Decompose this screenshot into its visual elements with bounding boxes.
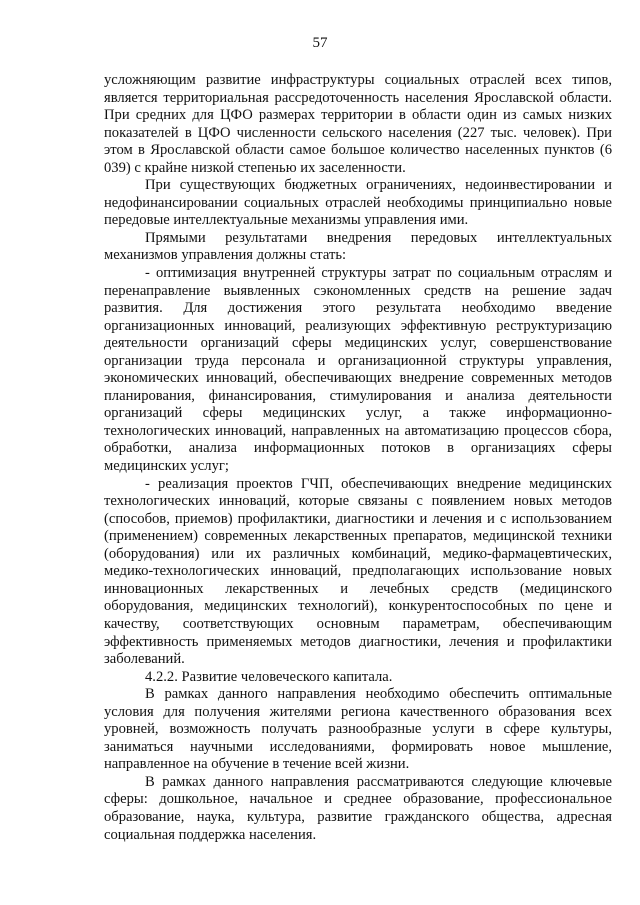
paragraph-key-spheres: В рамках данного направления рассматриваются следующие ключевые сферы: дошкольное, начальное и среднее образование, профессиональное образование, наука, культура, развитие гражданского общества, адресная социальная поддержка населения. xyxy=(104,773,612,843)
paragraph-education-conditions: В рамках данного направления необходимо обеспечить оптимальные условия для получения жителями региона качественного образования всех уровней, возможность получать разнообразные услуги в сфере культуры, заниматься научными исследованиями, формировать новое мышление, направленное на обучение в течение всей жизни. xyxy=(104,686,612,773)
body-text xyxy=(104,72,612,844)
paragraph-budget-constraints: При существующих бюджетных ограничениях, недоинвестировании и недофинансировании социальных отраслей необходимы принципиально новые передовые интеллектуальные механизмы управления ими. xyxy=(104,177,612,229)
page-number: 57 xyxy=(312,35,328,51)
list-item-cost-optimization: - оптимизация внутренней структуры затрат по социальным отраслям и перенаправление выявленных сэкономленных средств на решение задач развития. Для достижения этого результата необходимо введение организационных инноваций, реализующих эффективную реструктуризацию деятельности организаций сферы медицинских услуг, совершенствование организации труда персонала и организационной структуры управления, экономических инноваций, обеспечивающих внедрение современных методов планирования, финансирования, стимулирования и анализа деятельности организаций сферы медицинских услуг, а также информационно-технологических инноваций, направленных на автоматизацию процессов сбора, обработки, анализа информационных потоков в организациях сферы медицинских услуг; xyxy=(104,265,612,475)
list-item-ppp-projects: - реализация проектов ГЧП, обеспечивающих внедрение медицинских технологических инноваций, которые связаны с появлением новых методов (способов, приемов) профилактики, диагностики и лечения и с использованием (применением) современных лекарственных препаратов, медицинской техники (оборудования) или их различных комбинаций, медико-фармацевтических, медико-технологических инноваций, предполагающих использование новых инновационных лекарственных и лечебных средств (медицинского оборудования, медицинских технологий), конкурентоспособных по цене и качеству, соответствующих основным параметрам, обеспечивающим эффективность применяемых методов диагностики, лечения и профилактики заболеваний. xyxy=(104,475,612,668)
paragraph-direct-results: Прямыми результатами внедрения передовых интеллектуальных механизмов управления должны стать: xyxy=(104,229,612,264)
section-heading: 4.2.2. Развитие человеческого капитала. xyxy=(145,668,393,685)
paragraph-continuation: усложняющим развитие инфраструктуры социальных отраслей всех типов, является территориальная рассредоточенность населения Ярославской области. При средних для ЦФО размерах территории в области один из самых низких показателей в ЦФО численности сельского населения (227 тыс. человек). При этом в Ярославской области самое большое количество населенных пунктов (6 039) с крайне низкой степенью их заселенности. xyxy=(104,72,612,176)
